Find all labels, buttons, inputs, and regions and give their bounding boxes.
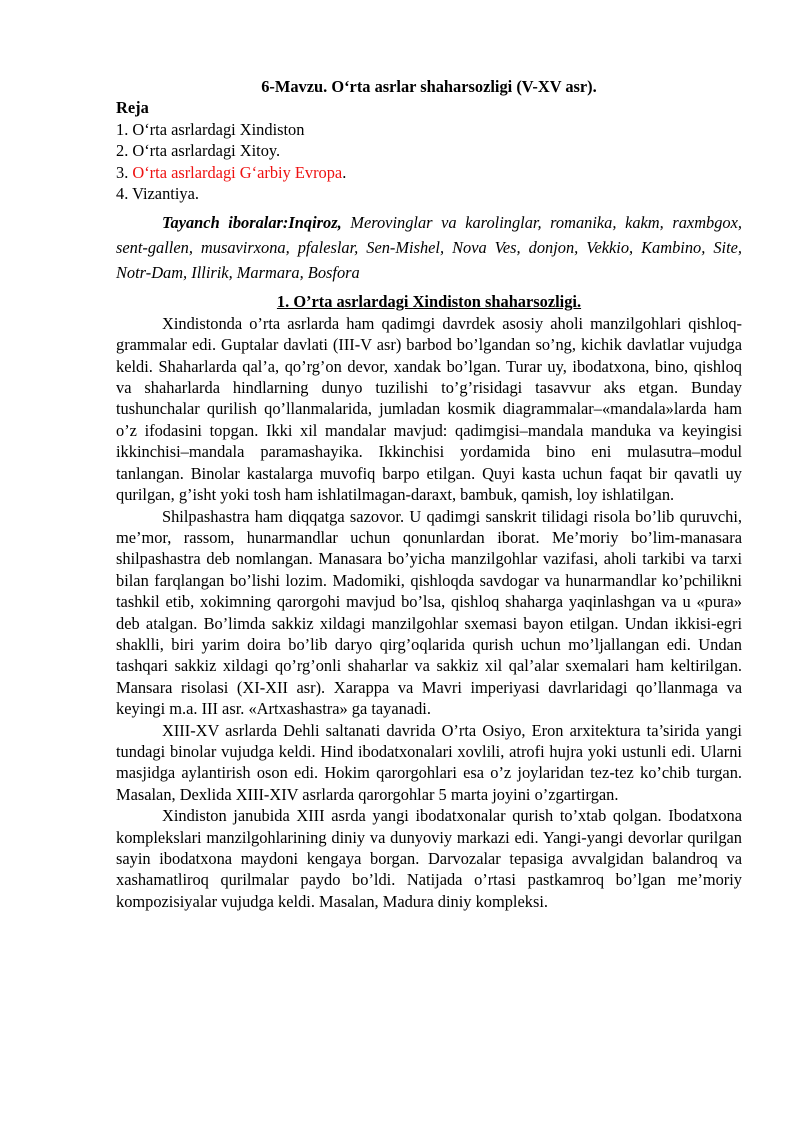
plan-item [116, 140, 742, 161]
document-title: 6-Mavzu. O‘rta asrlar shaharsozligi (V-XV asr). [261, 77, 597, 96]
plan-item [116, 183, 742, 204]
section-title: 1. O’rta asrlardagi Xindiston shaharsozligi. [276, 292, 582, 312]
keywords-text: Merovinglar va karolinglar, romanika, kakm, raxmbgox, sent-gallen, musavirxona, pfaleslar, Sen-Mishel, Nova Ves, donjon, Vekkio, Kambino, Site, Notr-Dam, Illirik, Marmara, Bosfora [116, 213, 742, 283]
plan-heading: Reja [116, 98, 149, 118]
plan-item-number: 1. [116, 119, 133, 139]
body-paragraph: Xindiston janubida XIII asrda yangi ibodatxonalar qurish to’xtab qolgan. Ibodatxona komplekslari manzilgohlarining diniy va dunyoviy markazi edi. Yangi-yangi devorlar qurilgan sayin ibodatxona maydoni kengaya borgan. Darvozalar tepasiga avvalgidan balandroq va xashamatliroq qurilmalar paydo bo’ldi. Natijada o’rtasi pastkamroq bo’lgan me’moriy kompozisiyalar vujudga keldi. Masalan, Madura diniy kompleksi. [116, 806, 742, 911]
plan-item-suffix: . [342, 162, 347, 182]
keywords-paragraph [116, 210, 742, 285]
plan-item [116, 162, 742, 183]
body-paragraph: Xindistonda o’rta asrlarda ham qadimgi davrdek asosiy aholi manzilgohlari qishloq-grammalar edi. Guptalar davlati (III-V asr) barbod bo’lgandan so’ng, kichik davlatlar vujudga keldi. Shaharlarda qal’a, qo’rg’on devor, xandak bo’lgan. Turar uy, ibodatxona, bino, qishloq va shaharlarda hindlarning dunyo tuzilishi to’g’risidagi tasavvur aks etgan. Bunday tushunchalar qurilish qo’llanmalarida, jumladan kosmik diagrammalar–«mandala»larda ham o’z ifodasini topgan. Ikki xil mandalar mavjud: qadimgisi–mandala manduka va keyingisi ikkinchisi–mandala paramashayika. Ikkinchisi yordamida bino eni mulasutra–modul tanlangan. Binolar kastalarga muvofiq barpo etilgan. Quyi kasta uchun faqat bir qavatli uy qurilgan, g’isht yoki tosh ham ishlatilmagan-daraxt, bambuk, qamish, loy ishlatilgan. [116, 313, 742, 505]
body-paragraph: XIII-XV asrlarda Dehli saltanati davrida O’rta Osiyo, Eron arxitektura ta’sirida yangi tundagi binolar vujudga keldi. Hind ibodatxonalari xovlili, atrofi hujra yoki ustunli edi. Ularni masjidga aylantirish oson edi. Hokim qarorgohlari esa o’z joylaridan tez-tez ko’chib turgan. Masalan, Dexlida XIII-XIV asrlarda qarorgohlar 5 marta joyini o’zgartirgan. [116, 720, 742, 804]
plan-item [116, 119, 742, 140]
plan-item-text: O‘rta asrlardagi Xindiston [132, 119, 305, 139]
body-paragraph: Shilpashastra ham diqqatga sazovor. U qadimgi sanskrit tilidagi risola bo’lib quruvchi, me’mor, rassom, hunarmandlar uchun qonunlardan iborat. Me’moriy bo’lim-manasara shilpashastra deb nomlangan. Manasara bo’yicha manzilgohlar vazifasi, aholi tarkibi va tarxi bilan farqlangan bo’lishi lozim. Madomiki, qishloqda savdogar va hunarmandlar ko’pchilikni tashkil etib, xokimning qarorgohi mavjud bo’lsa, qishloq shaharga yaqinlashgan va u «pura» deb atalgan. Bo’limda sakkiz xildagi manzilgohlar sxemasi bayon etilgan. Undan ikkisi-egri shaklli, biri yarim doira bo’lib daryo qirg’oqlarida qurish uchun mo’ljallangan edi. Undan tashqari sakkiz xildagi qo’rg’onli shaharlar va sakkiz xil qal’alar sxemalari ham keltirilgan. Mansara risolasi (XI-XII asr). Xarappa va Mavri imperiyasi davrlaridagi qo’llanmaga va keyingi m.a. III asr. «Artxashastra» ga tayanadi. [116, 506, 742, 719]
plan-list [116, 119, 742, 205]
plan-item-text: O‘rta asrlardagi Xitoy. [132, 141, 281, 161]
plan-item-number: 4. [116, 184, 133, 204]
plan-item-text: Vizantiya. [132, 184, 199, 204]
plan-item-number: 3. [116, 162, 133, 182]
document-page [116, 76, 742, 912]
plan-item-number: 2. [116, 141, 133, 161]
keywords-label: Tayanch iboralar:Inqiroz, [162, 213, 342, 233]
plan-item-text-highlighted: O‘rta asrlardagi G‘arbiy Evropa [132, 162, 343, 182]
